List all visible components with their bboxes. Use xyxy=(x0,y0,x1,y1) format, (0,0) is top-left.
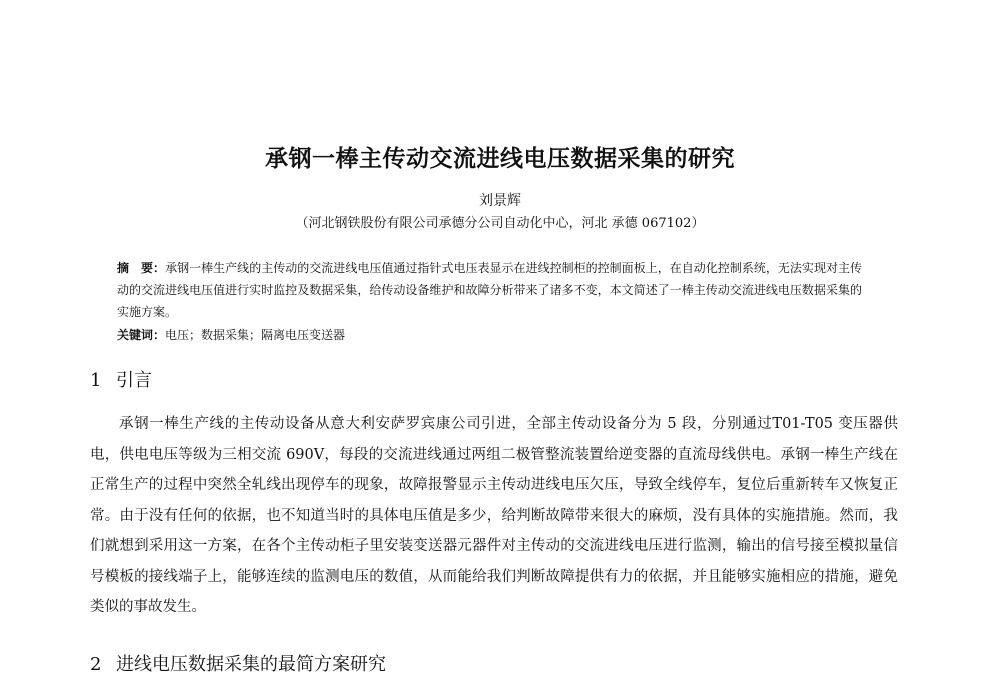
keywords-label: 关键词： xyxy=(117,328,166,342)
abstract-text: 承钢一棒生产线的主传动的交流进线电压值通过指针式电压表显示在进线控制柜的控制面板上，在自动化控制系统，无法实现对主传动的交流进线电压值进行实时监控及数据采集，给传动设备维护和故障分析带来了诸多不变，本文简述了一棒主传动交流进线电压数据采集的实施方案。 xyxy=(117,261,862,319)
section-heading-introduction xyxy=(90,366,152,392)
abstract xyxy=(117,257,862,323)
section-number: 1 xyxy=(90,370,102,391)
section-title: 引言 xyxy=(116,370,152,391)
section-heading-method xyxy=(90,650,386,676)
paper-title: 承钢一棒主传动交流进线电压数据采集的研究 xyxy=(265,146,735,172)
section-number: 2 xyxy=(90,654,102,675)
section-title: 进线电压数据采集的最简方案研究 xyxy=(116,654,386,675)
author-name: 刘景辉 xyxy=(479,193,521,209)
introduction-paragraph: 承钢一棒生产线的主传动设备从意大利安萨罗宾康公司引进，全部主传动设备分为 5 段，分别通过T01-T05 变压器供电，供电电压等级为三相交流 690V，每段的交流进线通过两组二极管整流装置给逆变器的直流母线供电。承钢一棒生产线在正常生产的过程中突然全轧线出现停车的现象，故障报警显示主传动进线电压欠压，导致全线停车，复位后重新转车又恢复正常。由于没有任何的依据，也不知道当时的具体电压值是多少，给判断故障带来很大的麻烦，没有具体的实施措施。然而，我们就想到采用这一方案，在各个主传动柜子里安装变送器元器件对主传动的交流进线电压进行监测，输出的信号接至模拟量信号模板的接线端子上，能够连续的监测电压的数值，从而能给我们判断故障提供有力的依据，并且能够实施相应的措施，避免类似的事故发生。 xyxy=(90,416,898,615)
abstract-label: 摘 要： xyxy=(117,261,166,275)
author-affiliation: （河北钢铁股份有限公司承德分公司自动化中心，河北 承德 067102） xyxy=(295,216,705,231)
keywords-text: 电压；数据采集；隔离电压变送器 xyxy=(165,328,346,342)
keywords xyxy=(117,324,862,346)
